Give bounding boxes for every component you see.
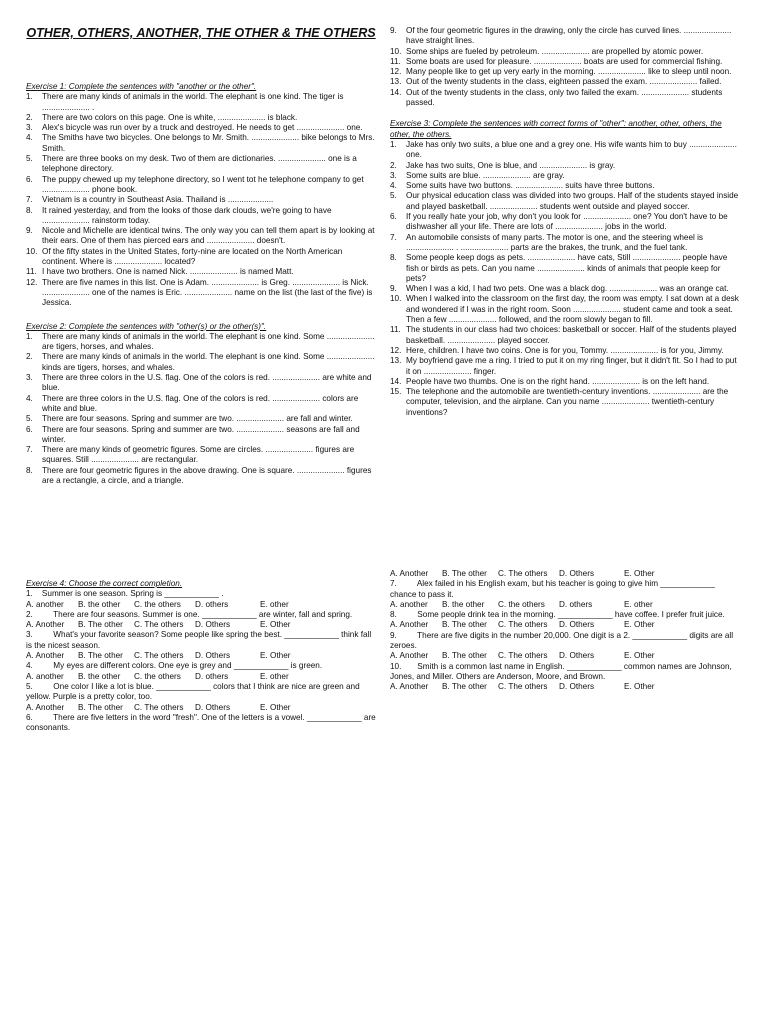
question-item (26, 394, 376, 415)
mc-options (26, 651, 376, 661)
exercise-2-list (26, 332, 376, 486)
question-item (26, 278, 376, 309)
question-item (390, 140, 742, 161)
answer-option[interactable]: E. Other (624, 569, 655, 578)
mc-question (26, 682, 376, 713)
answer-option[interactable]: C. the others (498, 599, 545, 609)
question-item (26, 92, 376, 113)
question-text: When I was a kid, I had two pets. One was a black dog. ..................... was an orange cat. (406, 284, 729, 294)
mc-question-text: 1. Summer is one season. Spring is ____________ . (26, 589, 224, 599)
question-text: My boyfriend gave me a ring. I tried to put it on my ring finger, but it didn't fit. So I had to put it on ..................... finger. (406, 356, 737, 376)
question-item (390, 294, 742, 325)
question-item (26, 226, 376, 247)
question-text: There are five names in this list. One is Adam. ..................... is Greg. ..................... is Nick. ..................... one of the names is Eric. ..................... name on the list (the last of the five) is Jessica. (42, 277, 373, 308)
question-number: 7. (390, 232, 397, 242)
answer-option[interactable]: E. other (260, 599, 289, 609)
question-item (390, 161, 742, 171)
question-item (26, 195, 376, 205)
question-number: 6. (26, 174, 33, 184)
question-number: 1. (26, 92, 33, 102)
question-text: Our physical education class was divided into two groups. Half of the students stayed inside and played basketball. ..................... students went outside and played soccer. (406, 191, 739, 211)
question-number: 6. (26, 424, 33, 434)
question-number: 5. (390, 191, 397, 201)
question-number: 3. (390, 170, 397, 180)
answer-option[interactable]: E. Other (624, 682, 655, 692)
question-text: There are four seasons. Spring and summer are two. ..................... seasons are fall and winter. (42, 424, 360, 444)
mc-question-text: 9. There are five digits in the number 20,000. One digit is a 2. ____________ digits are all zeroes. (390, 630, 736, 651)
mc-question-text: 5. One color I like a lot is blue. ____________ colors that I think are nice are green and yellow. Purple is a pretty color, too. (26, 681, 362, 702)
question-number: 12. (390, 345, 402, 355)
mc-question-text: 7. Alex failed in his English exam, but his teacher is going to give him ____________ chance to pass it. (390, 579, 718, 599)
question-item (26, 154, 376, 175)
question-text: There are four geometric figures in the above drawing. One is square. ..................... figures are a rectangle, a circle, and a triangle. (42, 465, 372, 485)
question-item (26, 466, 376, 487)
answer-option[interactable]: E. Other (624, 651, 655, 661)
answer-option[interactable]: A. Another (390, 651, 429, 661)
question-item (26, 206, 376, 227)
question-text: I have two brothers. One is named Nick. ..................... is named Matt. (42, 267, 294, 277)
question-number: 13. (390, 77, 402, 87)
mc-options (390, 600, 742, 610)
question-text: There are three colors in the U.S. flag. One of the colors is red. ..................... are white and blue. (42, 373, 372, 393)
question-number: 11. (26, 267, 37, 277)
page-title: OTHER, OTHERS, ANOTHER, THE OTHER & THE OTHERS (26, 26, 376, 40)
question-number: 14. (390, 376, 402, 386)
question-text: There are two colors on this page. One is white, ..................... is black. (42, 112, 298, 122)
question-number: 1. (390, 139, 397, 149)
question-text: There are three books on my desk. Two of them are dictionaries. ..................... one is a telephone directory. (42, 154, 357, 174)
answer-option[interactable]: D. Others (195, 651, 231, 661)
question-item (390, 325, 742, 346)
mc-question (26, 712, 379, 734)
answer-option[interactable]: E. other (260, 671, 289, 681)
question-number: 4. (26, 133, 33, 143)
question-item (390, 67, 742, 77)
mc-options (26, 620, 376, 630)
question-number: 10. (390, 294, 402, 304)
question-number: 10. (390, 46, 402, 56)
question-text: There are many kinds of animals in the world. The elephant is one kind. The tiger is ..................... . (42, 92, 344, 112)
question-number: 9. (26, 226, 33, 236)
answer-option[interactable]: A. another (26, 671, 64, 681)
exercise-2-heading: Exercise 2: Complete the sentences with "other(s) or the other(s)". (26, 321, 267, 331)
question-text: There are many kinds of animals in the world. The elephant is one kind. Some ..................... are tigers, horses, and whales. (42, 331, 375, 352)
answer-option[interactable]: A. Another (390, 569, 429, 578)
question-number: 9. (390, 284, 397, 294)
answer-option[interactable]: D. Others (195, 620, 231, 630)
answer-option[interactable]: E. Other (624, 620, 655, 630)
question-item (390, 191, 742, 212)
answer-option[interactable]: E. Other (260, 702, 291, 712)
mc-question-text: 8. Some people drink tea in the morning. ____________ have coffee. I prefer fruit juice. (390, 610, 725, 620)
question-number: 8. (26, 465, 33, 475)
answer-option[interactable]: D. others (195, 671, 229, 681)
question-number: 11. (390, 56, 401, 66)
answer-option[interactable]: D. Others (559, 569, 595, 578)
question-item (390, 233, 742, 254)
answer-option[interactable]: E. other (624, 599, 653, 609)
answer-option[interactable]: B. The other (78, 651, 123, 661)
answer-option[interactable]: A. another (390, 599, 428, 609)
question-number: 8. (26, 205, 33, 215)
question-text: Some boats are used for pleasure. ..................... boats are used for commercial fishing. (406, 56, 723, 66)
answer-option[interactable]: B. The other (78, 620, 123, 630)
answer-option[interactable]: D. Others (559, 620, 595, 630)
answer-option[interactable]: B. the other (442, 599, 485, 609)
question-text: Out of the twenty students in the class, eighteen passed the exam. ..................... failed. (406, 77, 722, 87)
mc-question (26, 610, 376, 631)
answer-option[interactable]: C. The others (498, 651, 548, 661)
question-number: 2. (26, 112, 33, 122)
exercise-2-continued-list (390, 26, 742, 108)
answer-option[interactable]: A. Another (26, 620, 65, 630)
answer-option[interactable]: D. Others (559, 651, 595, 661)
exercise-3-list (390, 140, 742, 418)
mc-options (26, 672, 376, 682)
mc-options (390, 620, 742, 630)
question-item (26, 175, 376, 196)
mc-question-text: 6. There are five letters in the word "fresh". One of the letters is a vowel. ____________ are consonants. (26, 712, 379, 733)
exercise-4-heading: Exercise 4: Choose the correct completion. (26, 579, 183, 588)
answer-option[interactable]: C. the others (134, 599, 181, 609)
question-item (390, 284, 742, 294)
question-text: Some people keep dogs as pets. ..................... have cats, Still ..................... people have fish or birds as pets. Can you name ..................... kinds of animals that people keep for pets? (406, 253, 728, 283)
question-number: 7. (26, 445, 33, 455)
answer-option[interactable]: A. Another (390, 682, 429, 692)
question-number: 14. (390, 87, 402, 97)
mc-question-text: 10. Smith is a common last name in English. ____________ common names are Johnson, Jones, and Miller. Others are Anderson, Moore, and Brown. (390, 661, 735, 681)
question-number: 5. (26, 414, 33, 424)
question-number: 2. (26, 352, 33, 362)
mc-options (390, 651, 742, 661)
question-number: 8. (390, 253, 397, 263)
question-number: 3. (26, 373, 33, 383)
question-item (390, 47, 742, 57)
question-item (390, 212, 742, 233)
question-text: People have two thumbs. One is on the right hand. ..................... is on the left hand. (406, 376, 710, 386)
question-text: Some suits have two buttons. ..................... suits have three buttons. (406, 181, 655, 191)
question-item (390, 26, 742, 47)
answer-option[interactable]: D. Others (559, 682, 595, 692)
answer-option[interactable]: D. others (559, 599, 593, 609)
mc-options (390, 682, 742, 692)
question-text: Some ships are fueled by petroleum. ..................... are propelled by atomic power. (406, 46, 704, 56)
question-number: 5. (26, 154, 33, 164)
left-column (26, 82, 376, 486)
question-item (390, 57, 742, 67)
question-text: Out of the twenty students in the class, only two failed the exam. ..................... students passed. (406, 87, 723, 108)
question-item (26, 445, 376, 466)
exercise-1-list (26, 92, 376, 308)
answer-option[interactable]: C. The others (498, 620, 548, 630)
right-column (390, 26, 742, 418)
question-text: There are four seasons. Spring and summer are two. ..................... are fall and winter. (42, 414, 353, 424)
question-text: Of the four geometric figures in the drawing, only the circle has curved lines. ..................... have straight lines. (406, 26, 732, 46)
question-item (26, 113, 376, 123)
question-text: The students in our class had two choices: basketball or soccer. Half of the students played basketball. ..................... played soccer. (406, 325, 737, 345)
question-text: There are many kinds of animals in the world. The elephant is one kind. Some ..................... kinds are tigers, horses, and whales. (42, 352, 375, 372)
question-item (26, 133, 376, 154)
answer-option[interactable]: D. Others (195, 702, 231, 712)
question-item (390, 253, 742, 284)
answer-option[interactable]: C. the others (134, 671, 181, 681)
question-number: 3. (26, 123, 33, 133)
answer-option[interactable]: C. The others (498, 682, 548, 692)
question-number: 13. (390, 356, 402, 366)
question-item (390, 377, 742, 387)
answer-option[interactable]: C. The others (134, 651, 184, 661)
question-text: Vietnam is a country in Southeast Asia. Thailand is .................... (42, 195, 274, 205)
mc-question (26, 630, 376, 661)
question-text: Jake has two suits, One is blue, and ..................... is gray. (406, 160, 616, 170)
answer-option[interactable]: B. The other (442, 620, 487, 630)
question-number: 7. (26, 195, 33, 205)
answer-option[interactable]: E. Other (260, 620, 291, 630)
question-text: Alex's bicycle was run over by a truck and destroyed. He needs to get ..................... one. (42, 123, 363, 133)
answer-option[interactable]: B. The other (442, 682, 487, 692)
mc-question (390, 662, 742, 693)
question-item (390, 171, 742, 181)
mc-question-text: 3. What's your favorite season? Some people like spring the best. ____________ think fall is the nicest season. (26, 630, 374, 650)
answer-option[interactable]: B. The other (442, 569, 487, 578)
question-number: 10. (26, 246, 38, 256)
question-item (26, 352, 376, 373)
question-number: 15. (390, 387, 402, 397)
answer-option[interactable]: B. the other (78, 671, 121, 681)
mc-question-text: 2. There are four seasons. Summer is one. ____________ are winter, fall and spring. (26, 609, 353, 619)
question-text: There are many kinds of geometric figures. Some are circles. ..................... figures are squares. Still ..................... are rectangular. (42, 445, 355, 465)
question-item (26, 414, 376, 424)
question-text: It rained yesterday, and from the looks of those dark clouds, we're going to have ..................... rainstorm today. (42, 205, 332, 225)
question-text: Jake has only two suits, a blue one and a grey one. His wife wants him to buy ..................... one. (406, 139, 737, 160)
question-number: 4. (26, 393, 33, 403)
question-item (26, 332, 376, 353)
question-text: An automobile consists of many parts. The motor is one, and the steering wheel is ..................... . ..................... parts are the brakes, the trunk, and the fuel tank. (406, 232, 704, 252)
answer-option[interactable]: C. The others (134, 702, 184, 712)
question-text: The telephone and the automobile are twentieth-century inventions. ..................... are the computer, television, and the airplane. Can you name ..................... twentieth-century inventions? (406, 387, 729, 417)
exercise-4-right (390, 569, 742, 693)
question-number: 1. (26, 331, 33, 341)
question-text: If you really hate your job, why don't you look for ..................... one? You don't have to be dishwasher all your life. There are lots of ..................... jobs in the world. (406, 212, 728, 232)
question-number: 12. (390, 67, 402, 77)
question-text: There are three colors in the U.S. flag. One of the colors is red. ..................... colors are white and blue. (42, 393, 359, 413)
question-text: Here, children. I have two coins. One is for you, Tommy. ..................... is for you, Jimmy. (406, 345, 724, 355)
question-item (390, 77, 742, 87)
answer-option[interactable]: D. others (195, 599, 229, 609)
answer-option[interactable]: E. Other (260, 651, 291, 661)
question-item (390, 387, 742, 418)
mc-options (26, 600, 376, 610)
mc-question (26, 661, 376, 682)
mc-question (390, 579, 742, 610)
question-text: The Smiths have two bicycles. One belongs to Mr. Smith. ..................... bike belongs to Mrs. Smith. (42, 133, 375, 153)
answer-option[interactable]: C. The others (134, 620, 184, 630)
mc-question (390, 631, 742, 662)
answer-option[interactable]: B. The other (442, 651, 487, 661)
answer-option[interactable]: A. Another (390, 620, 429, 630)
question-number: 12. (26, 277, 38, 287)
mc-question (390, 610, 742, 631)
question-text: The puppy chewed up my telephone directory, so I went tot he telephone company to get ..................... phone book. (42, 174, 364, 194)
question-number: 6. (390, 212, 397, 222)
question-number: 9. (390, 26, 397, 35)
question-item (390, 181, 742, 191)
question-item (26, 373, 376, 394)
exercise-1-heading: Exercise 1: Complete the sentences with "another or the other". (26, 82, 257, 91)
question-number: 4. (390, 181, 397, 191)
question-text: Nicole and Michelle are identical twins. The only way you can tell them apart is by looking at their ears. One of them has pierced ears and ..................... doesn't. (42, 226, 375, 246)
mc-options (26, 703, 376, 713)
question-text: Some suits are blue. ..................... are gray. (406, 170, 565, 180)
question-item (390, 346, 742, 356)
question-text: When I walked into the classroom on the first day, the room was empty. I sat down at a desk and wondered if I was in the right room. Soon ..................... student came and took a seat. Then a few ..................... followed, and the room slowly began to fill. (406, 294, 739, 325)
answer-option[interactable]: C. The others (498, 569, 548, 578)
answer-option[interactable]: A. Another (26, 651, 65, 661)
question-item (26, 123, 376, 133)
question-6-options (390, 569, 742, 579)
question-number: 11. (390, 325, 401, 335)
mc-question-text: 4. My eyes are different colors. One eye is grey and ____________ is green. (26, 661, 323, 671)
question-text: Of the fifty states in the United States, forty-nine are located on the North American continent. Where is ..................... located? (42, 246, 343, 267)
exercise-3-heading: Exercise 3: Complete the sentences with correct forms of "other": another, other, others, the other, the others. (390, 119, 722, 139)
question-item (390, 356, 742, 377)
question-text: Many people like to get up very early in the morning. ..................... like to sleep until noon. (406, 67, 732, 77)
answer-option[interactable]: A. another (26, 599, 64, 609)
question-item (390, 88, 742, 109)
exercise-4-right-items (390, 579, 742, 692)
exercise-4-left-items (26, 589, 379, 733)
question-number: 2. (390, 160, 397, 170)
answer-option[interactable]: B. the other (78, 599, 121, 609)
question-item (26, 425, 376, 446)
answer-option[interactable]: A. Another (26, 702, 65, 712)
question-item (26, 247, 376, 268)
mc-question (26, 589, 376, 610)
answer-option[interactable]: B. The other (78, 702, 123, 712)
question-item (26, 267, 376, 277)
exercise-4-left (26, 579, 379, 733)
